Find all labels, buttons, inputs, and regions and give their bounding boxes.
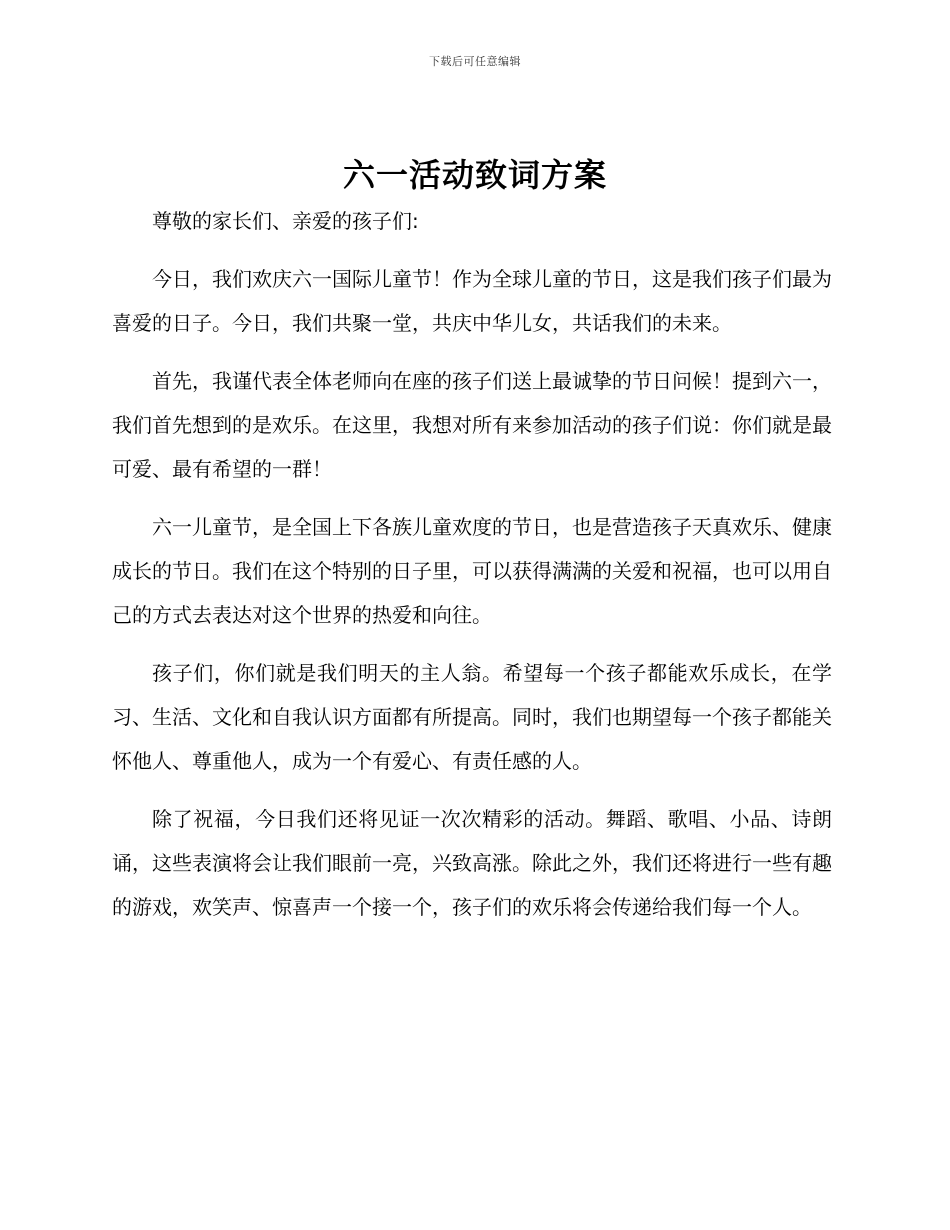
document-body — [112, 199, 832, 943]
paragraph-5: 除了祝福，今日我们还将见证一次次精彩的活动。舞蹈、歌唱、小品、诗朗诵，这些表演将会让我们眼前一亮，兴致高涨。除此之外，我们还将进行一些有趣的游戏，欢笑声、惊喜声一个接一个，孩子们的欢乐将会传递给我们每一个人。 — [112, 807, 832, 919]
paragraph-1: 今日，我们欢庆六一国际儿童节！作为全球儿童的节日，这是我们孩子们最为喜爱的日子。今日，我们共聚一堂，共庆中华儿女，共话我们的未来。 — [112, 267, 832, 335]
salutation: 尊敬的家长们、亲爱的孩子们: — [152, 209, 419, 233]
paragraph-3: 六一儿童节，是全国上下各族儿童欢度的节日，也是营造孩子天真欢乐、健康成长的节日。我们在这个特别的日子里，可以获得满满的关爱和祝福，也可以用自己的方式去表达对这个世界的热爱和向往。 — [112, 515, 832, 627]
page-header-note: 下载后可任意编辑 — [429, 55, 521, 68]
document-title: 六一活动致词方案 — [342, 156, 607, 194]
paragraph-4: 孩子们，你们就是我们明天的主人翁。希望每一个孩子都能欢乐成长，在学习、生活、文化和自我认识方面都有所提高。同时，我们也期望每一个孩子都能关怀他人、尊重他人，成为一个有爱心、有责任感的人。 — [112, 661, 832, 773]
paragraph-2: 首先，我谨代表全体老师向在座的孩子们送上最诚挚的节日问候！提到六一，我们首先想到的是欢乐。在这里，我想对所有来参加活动的孩子们说：你们就是最可爱、最有希望的一群！ — [112, 369, 832, 481]
